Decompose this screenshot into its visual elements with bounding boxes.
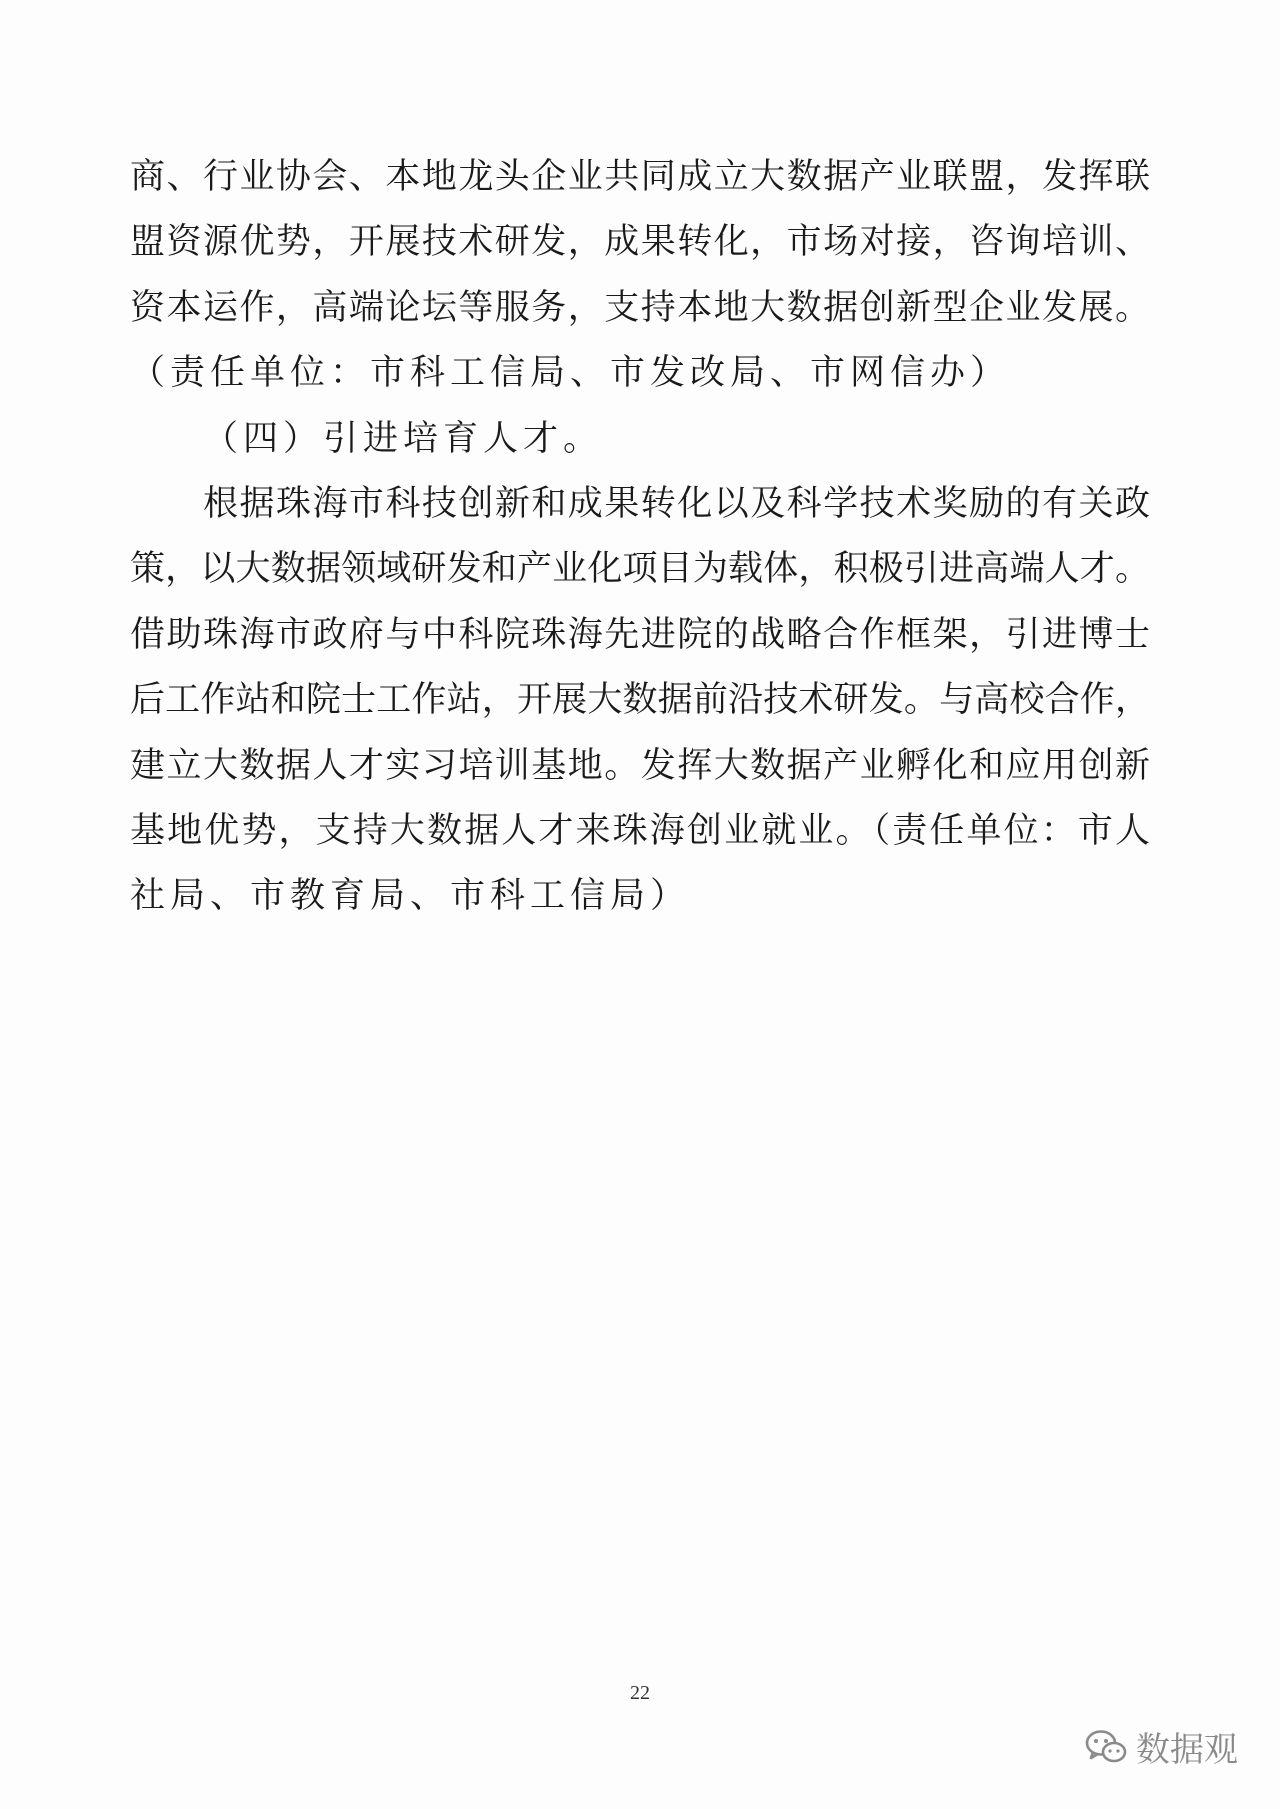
- body-text-line: 盟资源优势，开展技术研发，成果转化，市场对接，咨询培训、: [130, 222, 1150, 262]
- body-text-line: （责任单位：市科工信局、市发改局、市网信办）: [130, 353, 1011, 393]
- body-text-line: 资本运作，高端论坛等服务，支持本地大数据创新型企业发展。: [130, 288, 1150, 328]
- watermark: [1084, 1722, 1238, 1771]
- watermark-text: 数据观: [1136, 1730, 1238, 1770]
- page-number: 22: [630, 1682, 650, 1704]
- wechat-icon: [1084, 1728, 1128, 1766]
- body-text-line: 基地优势，支持大数据人才来珠海创业就业。（责任单位：市人: [130, 811, 1150, 851]
- body-text-line: 社局、市教育局、市科工信局）: [130, 876, 691, 916]
- body-text-line: 建立大数据人才实习培训基地。发挥大数据产业孵化和应用创新: [130, 746, 1150, 786]
- section-heading: （四）引进培育人才。: [203, 419, 604, 459]
- body-text-line: 根据珠海市科技创新和成果转化以及科学技术奖励的有关政: [203, 484, 1150, 524]
- body-text-line: 后工作站和院士工作站，开展大数据前沿技术研发。与高校合作，: [130, 680, 1150, 720]
- body-text-line: 商、行业协会、本地龙头企业共同成立大数据产业联盟，发挥联: [130, 157, 1150, 197]
- body-text-line: 策，以大数据领域研发和产业化项目为载体，积极引进高端人才。: [130, 549, 1150, 589]
- body-text-line: 借助珠海市政府与中科院珠海先进院的战略合作框架，引进博士: [130, 615, 1150, 655]
